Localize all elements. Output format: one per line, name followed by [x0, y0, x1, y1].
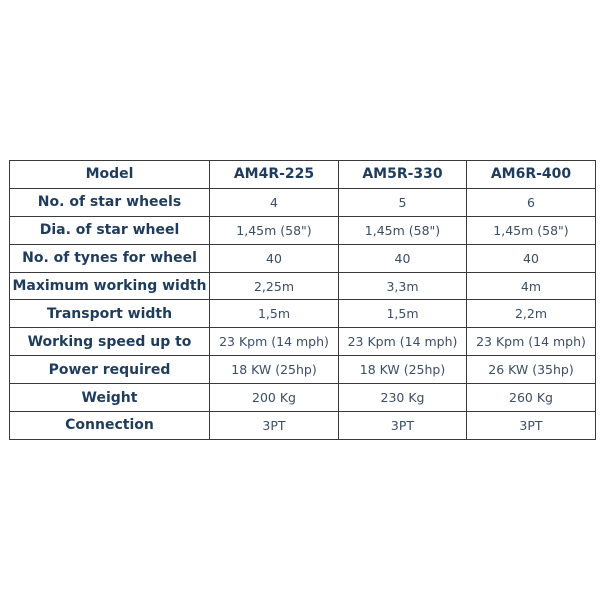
- table-cell: 3,3m: [339, 272, 467, 300]
- header-am6r-400: AM6R-400: [467, 161, 596, 189]
- table-cell: 3PT: [210, 412, 339, 440]
- spec-table: [9, 160, 596, 440]
- table-cell: 1,5m: [210, 300, 339, 328]
- table-row: [10, 300, 596, 328]
- table-cell: 26 KW (35hp): [467, 356, 596, 384]
- table-cell: 4: [210, 188, 339, 216]
- table-cell: 1,5m: [339, 300, 467, 328]
- table-row: [10, 356, 596, 384]
- row-label: No. of star wheels: [10, 188, 210, 216]
- row-label: Power required: [10, 356, 210, 384]
- table-cell: 1,45m (58"): [210, 216, 339, 244]
- header-am4r-225: AM4R-225: [210, 161, 339, 189]
- row-label: No. of tynes for wheel: [10, 244, 210, 272]
- table-cell: 230 Kg: [339, 384, 467, 412]
- row-label: Dia. of star wheel: [10, 216, 210, 244]
- header-model: Model: [10, 161, 210, 189]
- table-cell: 18 KW (25hp): [210, 356, 339, 384]
- table-row: [10, 244, 596, 272]
- table-cell: 5: [339, 188, 467, 216]
- table-cell: 2,25m: [210, 272, 339, 300]
- table-cell: 40: [210, 244, 339, 272]
- table-cell: 1,45m (58"): [339, 216, 467, 244]
- table-cell: 200 Kg: [210, 384, 339, 412]
- table-cell: 6: [467, 188, 596, 216]
- table-cell: 3PT: [467, 412, 596, 440]
- header-row: [10, 161, 596, 189]
- table-cell: 23 Kpm (14 mph): [339, 328, 467, 356]
- row-label: Working speed up to: [10, 328, 210, 356]
- row-label: Connection: [10, 412, 210, 440]
- header-am5r-330: AM5R-330: [339, 161, 467, 189]
- table-cell: 40: [339, 244, 467, 272]
- table-cell: 2,2m: [467, 300, 596, 328]
- row-label: Weight: [10, 384, 210, 412]
- table-row: [10, 412, 596, 440]
- table-row: [10, 188, 596, 216]
- table-cell: 18 KW (25hp): [339, 356, 467, 384]
- table-row: [10, 216, 596, 244]
- table-cell: 4m: [467, 272, 596, 300]
- table-cell: 40: [467, 244, 596, 272]
- row-label: Maximum working width: [10, 272, 210, 300]
- table-cell: 3PT: [339, 412, 467, 440]
- table-cell: 260 Kg: [467, 384, 596, 412]
- table-cell: 1,45m (58"): [467, 216, 596, 244]
- table-row: [10, 328, 596, 356]
- table-cell: 23 Kpm (14 mph): [210, 328, 339, 356]
- table-cell: 23 Kpm (14 mph): [467, 328, 596, 356]
- table-row: [10, 272, 596, 300]
- row-label: Transport width: [10, 300, 210, 328]
- table-row: [10, 384, 596, 412]
